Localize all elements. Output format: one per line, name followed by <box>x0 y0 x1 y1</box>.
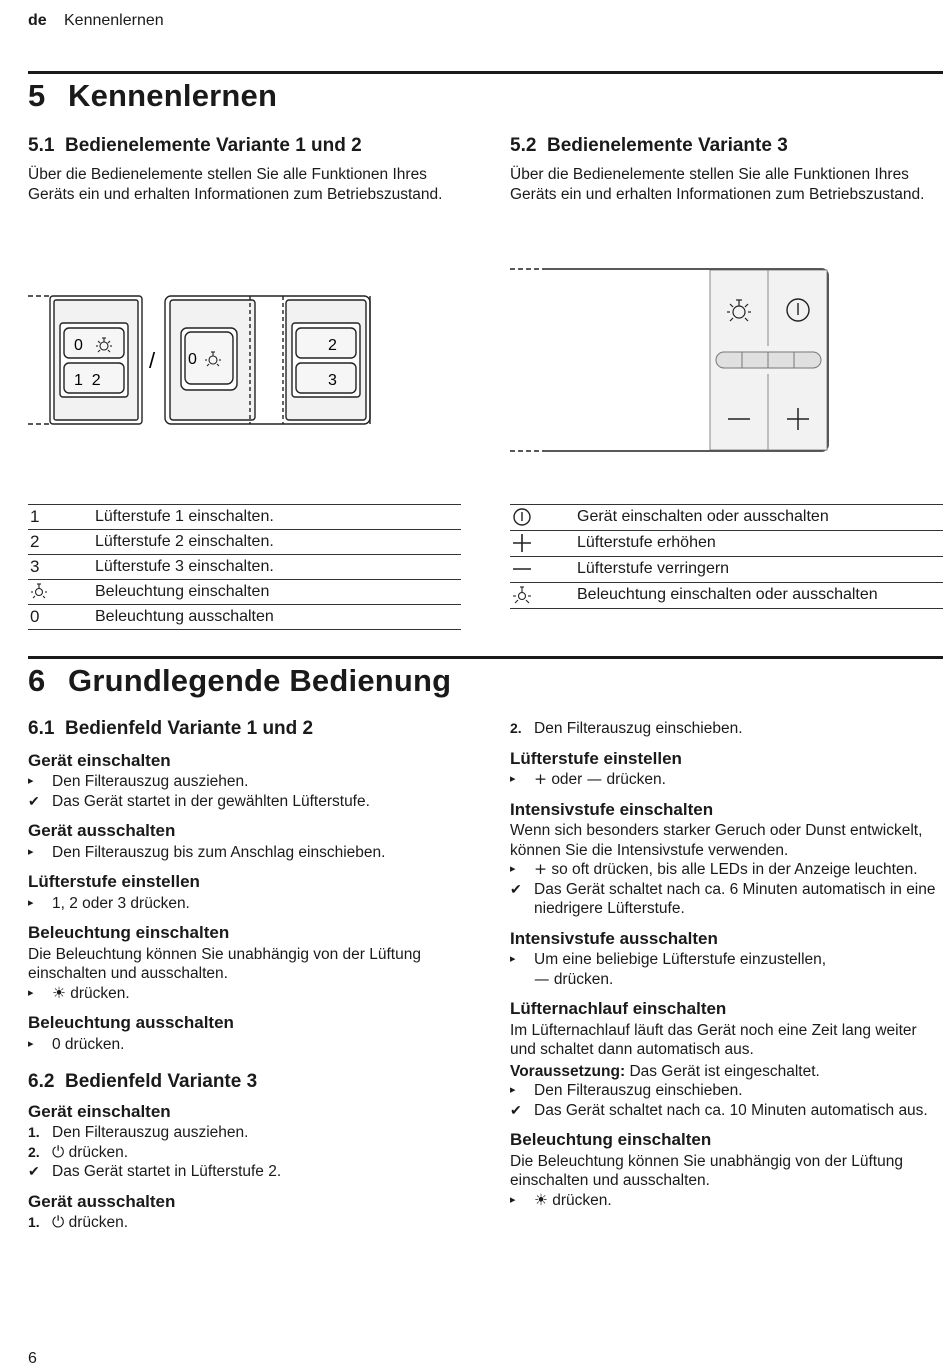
subsection-5-2-text: Über die Bedienelemente stellen Sie alle Funktionen Ihres Geräts ein und erhalten Informationen zum Betriebszustand. <box>510 166 925 203</box>
symbol-table-v3 <box>510 504 943 609</box>
section-6-heading: 6 Grundlegende Bedienung <box>28 663 452 698</box>
list-item: 2. Den Filterauszug einschieben. <box>510 720 743 737</box>
light-icon <box>512 585 532 605</box>
heading-intensive-on: Intensivstufe einschalten <box>510 799 714 819</box>
light-icon: ☀ <box>534 1190 548 1209</box>
symbol-table-v1-v2 <box>28 504 461 630</box>
button-0-label: 0 <box>188 351 197 368</box>
heading-off: Gerät ausschalten <box>28 821 176 840</box>
right-column <box>510 719 942 1210</box>
button-3-label: 3 <box>328 372 337 389</box>
list-item: ▸ 0 drücken. <box>28 1035 125 1053</box>
table-row: 3 Lüfterstufe 3 einschalten. <box>28 555 461 580</box>
heading-fan: Lüfterstufe einstellen <box>28 872 200 891</box>
heading-light-on: Beleuchtung einschalten <box>510 1130 712 1149</box>
button-2-label: 2 <box>328 337 337 354</box>
table-row: 1 Lüfterstufe 1 einschalten. <box>28 505 461 530</box>
control-panel-figure-v3 <box>510 262 835 458</box>
paragraph: Im Lüfternachlauf läuft das Gerät noch eine Zeit lang weiter und schaltet dann automatisch aus. <box>510 1021 917 1058</box>
list-item: ▸ + oder — drücken. <box>510 770 666 788</box>
table-row: Beleuchtung einschalten oder ausschalten <box>510 583 943 609</box>
list-item: ▸ Den Filterauszug ausziehen. <box>28 773 249 790</box>
button-0-label: 0 <box>74 337 83 354</box>
list-item: 1. ⏻ drücken. <box>28 1213 129 1231</box>
subsection-6-2-heading: 6.2 Bedienfeld Variante 3 <box>28 1071 258 1092</box>
list-item: ▸ 1, 2 oder 3 drücken. <box>28 894 190 912</box>
list-item: ✔ Das Gerät startet in Lüfterstufe 2. <box>28 1163 282 1180</box>
list-item: ✔ Das Gerät schaltet nach ca. 10 Minuten automatisch aus. <box>510 1101 928 1119</box>
paragraph: Die Beleuchtung können Sie unabhängig von der Lüftung einschalten und ausschalten. <box>28 945 421 982</box>
slash-separator: / <box>149 348 156 373</box>
table-row: Gerät einschalten oder ausschalten <box>510 505 943 531</box>
table-row: Lüfterstufe erhöhen <box>510 531 943 557</box>
table-row: Lüfterstufe verringern <box>510 557 943 583</box>
button-12-label: 1 2 <box>74 372 101 389</box>
heading-v3-on: Gerät einschalten <box>28 1101 171 1121</box>
list-item: ▸ Den Filterauszug einschieben. <box>510 1082 743 1099</box>
minus-icon: — <box>586 770 603 788</box>
heading-light-off: Beleuchtung ausschalten <box>28 1013 234 1032</box>
power-icon <box>512 507 532 527</box>
plus-icon: + <box>534 860 547 878</box>
power-icon: ⏻ <box>52 1213 65 1231</box>
table-row: Beleuchtung einschalten <box>28 580 461 605</box>
subsection-5-2-heading: 5.2 Bedienelemente Variante 3 <box>510 135 788 156</box>
subsection-6-1-heading: 6.1 Bedienfeld Variante 1 und 2 <box>28 718 314 739</box>
light-icon: ☀ <box>52 983 66 1002</box>
heading-fan-runon: Lüfternachlauf einschalten <box>510 999 727 1018</box>
paragraph: Die Beleuchtung können Sie unabhängig von der Lüftung einschalten und ausschalten. <box>510 1152 903 1189</box>
power-icon: ⏻ <box>52 1142 65 1161</box>
table-row: 0 Beleuchtung ausschalten <box>28 605 461 630</box>
heading-v3-off: Gerät ausschalten <box>28 1191 176 1211</box>
section-5-heading: 5 Kennenlernen <box>28 78 278 113</box>
light-icon <box>30 582 48 600</box>
left-column <box>28 719 468 1233</box>
heading-fan: Lüfterstufe einstellen <box>510 748 682 768</box>
list-item: 1. Den Filterauszug ausziehen. <box>28 1124 249 1141</box>
list-item: ▸ Um eine beliebige Lüfterstufe einzustellen, — drücken. <box>510 951 827 988</box>
list-item: ✔ Das Gerät startet in der gewählten Lüfterstufe. <box>28 792 370 810</box>
table-row: 2 Lüfterstufe 2 einschalten. <box>28 530 461 555</box>
list-item: ✔ Das Gerät schaltet nach ca. 6 Minuten automatisch in eine niedrigere Lüfterstufe. <box>510 880 936 917</box>
plus-icon: + <box>534 770 547 788</box>
heading-light-on: Beleuchtung einschalten <box>28 923 230 942</box>
running-header: Kennenlernen <box>64 12 164 29</box>
list-item: ▸ ☀ drücken. <box>28 983 130 1002</box>
page-number: 6 <box>28 1350 37 1367</box>
heading-on: Gerät einschalten <box>28 750 171 770</box>
heading-intensive-off: Intensivstufe ausschalten <box>510 928 718 948</box>
precondition: Voraussetzung: Das Gerät ist eingeschaltet. <box>510 1062 820 1080</box>
section-rule <box>28 71 943 74</box>
subsection-5-1-text: Über die Bedienelemente stellen Sie alle Funktionen Ihres Geräts ein und erhalten Informationen zum Betriebszustand. <box>28 166 443 203</box>
list-item: ▸ + so oft drücken, bis alle LEDs in der Anzeige leuchten. <box>510 860 918 878</box>
list-item: 2. ⏻ drücken. <box>28 1142 129 1161</box>
list-item: ▸ ☀ drücken. <box>510 1190 612 1209</box>
minus-icon: — <box>534 969 550 988</box>
control-panel-figure-v1-v2 <box>28 290 428 435</box>
language-tag: de <box>28 12 47 29</box>
plus-icon <box>512 533 532 553</box>
subsection-5-1-heading: 5.1 Bedienelemente Variante 1 und 2 <box>28 135 362 156</box>
section-rule <box>28 656 943 659</box>
minus-icon <box>512 559 532 579</box>
list-item: ▸ Den Filterauszug bis zum Anschlag einschieben. <box>28 843 386 861</box>
paragraph: Wenn sich besonders starker Geruch oder Dunst entwickelt, können Sie die Intensivstufe verwenden. <box>510 822 923 859</box>
